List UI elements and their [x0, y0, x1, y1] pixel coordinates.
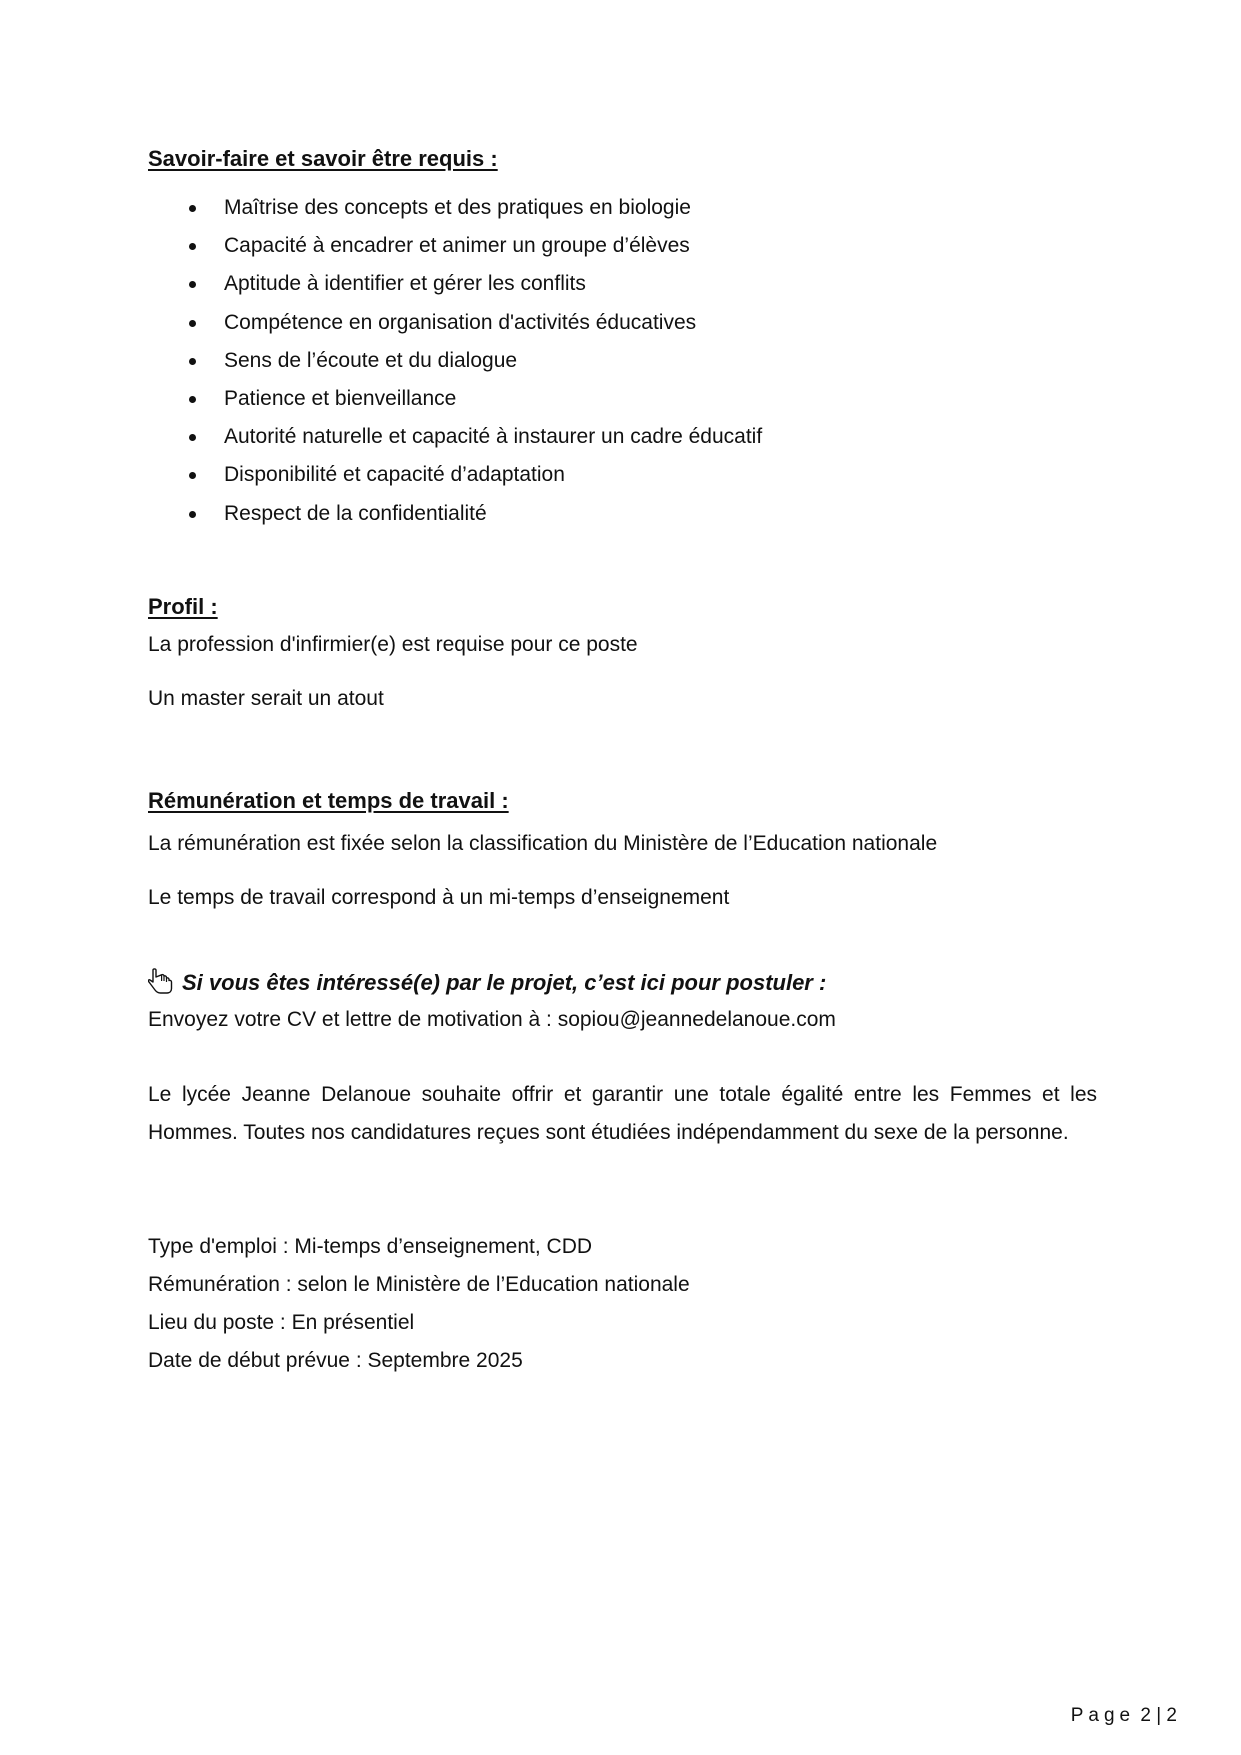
bullet-icon	[189, 396, 196, 403]
page-footer	[1071, 1705, 1177, 1727]
profile-heading: Profil :	[148, 594, 218, 619]
document-page: Savoir-faire et savoir être requis : Maîtrise des concepts et des pratiques en biologie Capacité à encadrer et animer un groupe d’élèves Aptitude à identifier et gérer les conflits Compétence en organisation d'activités éducatives Sens de l’écoute et du dialogue Patience et bienveillance Autorité naturelle et capacité à instaurer un cadre éducatif Disponibilité et capacité d’adaptation Respect de la confidentialité Profil : La profession d'infirmier(e) est requise pour ce poste Un master serait un atout Rémunération et temps de travail : La rémunération est fixée selon la classification du Ministère de l’Education nationale Le temps de travail correspond à un mi-temps d’enseignement Si vous êtes intéressé(e) par le projet, c’est ici pour postuler : Envoyez votre CV et lettre de motivation à : sopiou@jeannedelanoue.com Le lycée Jeanne Delanoue souhaite offrir et garantir une totale égalité entre les Femmes et les Hommes. Toutes nos candidatures reçues sont étudiées indépendamment du sexe de la personne. Type d'emploi : Mi-temps d’enseignement, CDD Rémunération : selon le Ministère de l’Education nationale Lieu du poste : En présentiel Date de début prévue : Septembre 2025 Page 2 | 2	[148, 146, 1177, 1726]
job-place: Lieu du poste : En présentiel	[148, 1311, 415, 1334]
bullet-icon	[189, 243, 196, 250]
equality-paragraph: Le lycée Jeanne Delanoue souhaite offrir et garantir une totale égalité entre les Femmes et les Hommes. Toutes nos candidatures reçues sont étudiées indépendamment du sexe de la personne.	[148, 1083, 1097, 1144]
page-number: 2 | 2	[1140, 1705, 1177, 1726]
bullet-icon	[189, 511, 196, 518]
pointing-hand-icon	[148, 968, 174, 998]
pay-line-2: Le temps de travail correspond à un mi-temps d’enseignement	[148, 886, 730, 909]
bullet-icon	[189, 205, 196, 212]
bullet-icon	[189, 281, 196, 288]
pay-heading: Rémunération et temps de travail :	[148, 788, 509, 813]
bullet-icon	[189, 434, 196, 441]
apply-heading-row	[148, 968, 826, 998]
bullet-icon	[189, 320, 196, 327]
apply-contact-line: Envoyez votre CV et lettre de motivation à : sopiou@jeannedelanoue.com	[148, 1008, 836, 1031]
job-facts-list	[148, 1228, 690, 1380]
profile-line-1: La profession d'infirmier(e) est requise pour ce poste	[148, 633, 638, 656]
pay-line-1: La rémunération est fixée selon la classification du Ministère de l’Education nationale	[148, 832, 938, 855]
job-start-date: Date de début prévue : Septembre 2025	[148, 1349, 523, 1372]
page-word: Page	[1070, 1705, 1136, 1726]
bullet-icon	[189, 358, 196, 365]
profile-line-2: Un master serait un atout	[148, 687, 384, 710]
skills-heading: Savoir-faire et savoir être requis :	[148, 146, 498, 171]
job-pay: Rémunération : selon le Ministère de l’Education nationale	[148, 1273, 690, 1296]
apply-heading: Si vous êtes intéressé(e) par le projet, c’est ici pour postuler :	[182, 970, 827, 995]
job-type: Type d'emploi : Mi-temps d’enseignement, CDD	[148, 1235, 593, 1258]
bullet-icon	[189, 472, 196, 479]
